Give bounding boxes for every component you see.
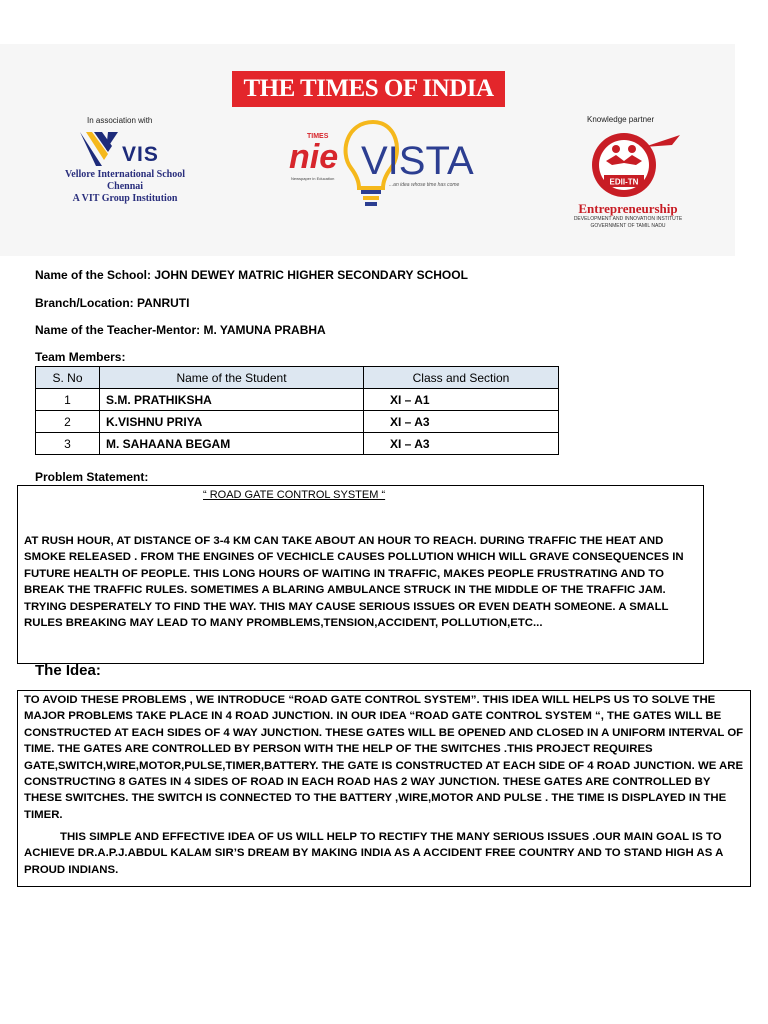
- cell-sno: 3: [36, 433, 100, 455]
- cell-class-section: XI – A3: [364, 433, 559, 455]
- cell-class-section: XI – A3: [364, 411, 559, 433]
- team-members-label: Team Members:: [35, 350, 126, 364]
- vista-text: VISTA: [361, 139, 474, 183]
- vis-chevron-icon: [78, 128, 124, 170]
- cell-sno: 1: [36, 389, 100, 411]
- vis-line-2: Chennai: [106, 181, 144, 192]
- vista-tagline: ...an idea whose time has come: [389, 182, 460, 188]
- project-title: “ ROAD GATE CONTROL SYSTEM “: [203, 489, 386, 501]
- header-sno: S. No: [36, 367, 100, 389]
- cell-student-name: S.M. PRATHIKSHA: [100, 389, 364, 411]
- nie-sub-text: Newspaper in Education: [291, 176, 335, 181]
- header-class-section: Class and Section: [364, 367, 559, 389]
- idea-heading: The Idea:: [35, 662, 101, 679]
- cell-sno: 2: [36, 411, 100, 433]
- newspaper-title: THE TIMES OF INDIA: [232, 71, 505, 107]
- table-row: [36, 389, 559, 411]
- table-header-row: [36, 367, 559, 389]
- cell-student-name: K.VISHNU PRIYA: [100, 411, 364, 433]
- vis-line-1: Vellore International School: [64, 169, 185, 180]
- edii-line-2: GOVERNMENT OF TAMIL NADU: [590, 223, 666, 229]
- vis-line-3: A VIT Group Institution: [72, 193, 178, 204]
- team-members-table: [35, 366, 559, 455]
- edii-subtitle: [572, 216, 684, 230]
- table-row: [36, 411, 559, 433]
- nie-top-text: TIMES: [307, 133, 329, 140]
- association-label: In association with: [87, 116, 153, 125]
- idea-paragraph-1: TO AVOID THESE PROBLEMS , WE INTRODUCE “ROAD GATE CONTROL SYSTEM”. THIS IDEA WILL HELPS US TO SOLVE THE MAJOR PROBLEMS TAKE PLACE IN 4 ROAD JUNCTION. IN OUR IDEA “ROAD GATE CONTROL SYSTEM “, THE GATES WILL BE CONSTRUCTED AT EACH SIDES OF 4 WAY JUNCTION. THESE GATES WILL BE OPENED AND CLOSED IN A UNIFORM INTERVAL OF TIME. THE GATES ARE CONTROLLED BY PERSON WITH THE HELP OF THE SWITCHES .THIS PROJECT REQUIRES GATE,SWITCH,WIRE,MOTOR,PULSE,TIMER,BATTERY. THE GATE IS CONSTRUCTED AT EACH SIDE OF 4 ROAD JUNCTION. WE ARE CONSTRUCTING 8 GATES IN 4 SIDES OF ROAD IN EACH ROAD HAS 2 WAY JUNCTION. THESE GATES ARE CONTROLLED BY THESE SWITCHES. THE SWITCH IS CONNECTED TO THE BATTERY ,WIRE,MOTOR AND PULSE . THE TIME IS DISPLAYED IN THE TIMER.: [24, 694, 744, 821]
- nie-vista-logo: [285, 116, 495, 214]
- header-student-name: Name of the Student: [100, 367, 364, 389]
- cell-class-section: XI – A1: [364, 389, 559, 411]
- edii-badge-text: EDII-TN: [609, 177, 639, 187]
- knowledge-partner-label: Knowledge partner: [587, 115, 655, 124]
- table-row: [36, 433, 559, 455]
- teacher-mentor: Name of the Teacher-Mentor: M. YAMUNA PRABHA: [35, 323, 326, 337]
- cell-student-name: M. SAHAANA BEGAM: [100, 433, 364, 455]
- branch-location: Branch/Location: PANRUTI: [35, 296, 190, 310]
- problem-statement-text: AT RUSH HOUR, AT DISTANCE OF 3-4 KM CAN TAKE ABOUT AN HOUR TO REACH. DURING TRAFFIC THE HEAT AND SMOKE RELEASED . FROM THE ENGINES OF VECHICLE CAUSES POLLUTION WHICH WILL GRAVE CONSEQUENCES IN FUTURE HEALTH OF PEOPLE. THIS LONG HOURS OF WAITING IN TRAFFIC, MAKES PEOPLE FRUSTRATING AND TO BREAK THE TRAFFIC RULES. SOMETIMES A BLARING AMBULANCE STRUCK IN THE MIDDLE OF THE TRAFFIC JAM. TRYING DESPERATELY TO FIND THE WAY. THIS MAY CAUSE SERIOUS ISSUES OR EVEN DEATH SOMEONE. A SMALL RULES BREAKING MAY LEAD TO MANY PROMBLEMS,TENSION,ACCIDENT, POLLUTION,ETC...: [24, 535, 684, 630]
- idea-paragraph-2: THIS SIMPLE AND EFFECTIVE IDEA OF US WILL HELP TO RECTIFY THE MANY SERIOUS ISSUES .OUR MAIN GOAL IS TO ACHIEVE DR.A.P.J.ABDUL KALAM SIR’S DREAM BY MAKING INDIA AS A ACCIDENT FREE COUNTRY AND TO STAND HIGH AS A PROUD INDIANS.: [24, 831, 723, 876]
- vis-name: VIS: [122, 143, 159, 166]
- problem-statement-label: Problem Statement:: [35, 470, 149, 484]
- edii-title: Entrepreneurship: [578, 201, 678, 216]
- school-name: Name of the School: JOHN DEWEY MATRIC HIGHER SECONDARY SCHOOL: [35, 268, 468, 282]
- nie-logo-text: nie: [289, 138, 339, 176]
- edii-emblem-icon: [580, 127, 688, 201]
- edii-line-1: DEVELOPMENT AND INNOVATION INSTITUTE: [573, 216, 683, 222]
